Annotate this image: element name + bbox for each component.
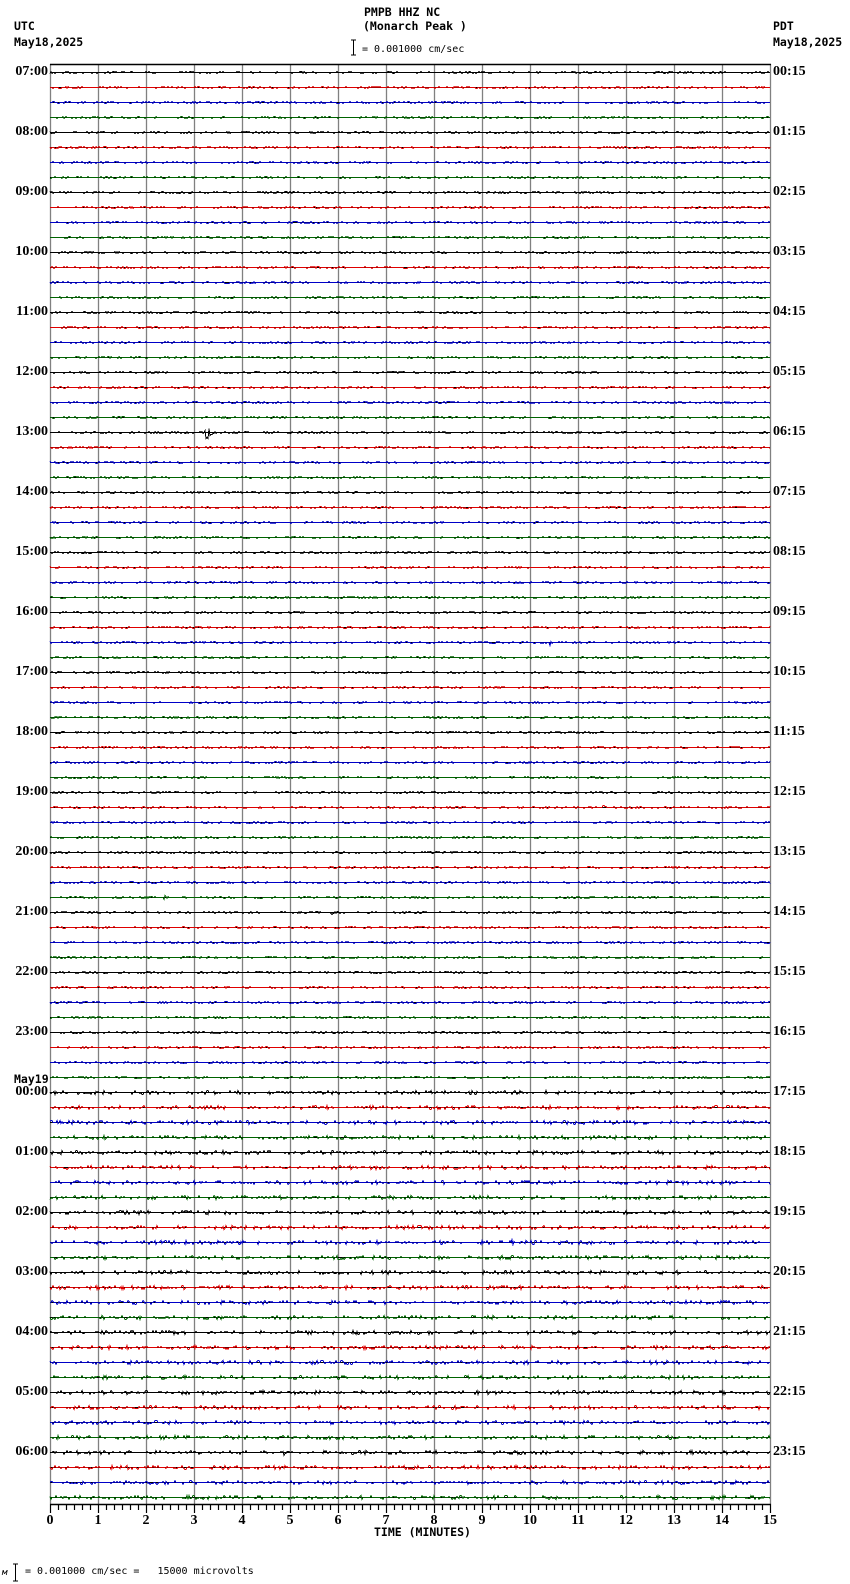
x-tick-label: 10 — [523, 1513, 537, 1528]
trace-row — [50, 147, 770, 149]
pdt-hour-label: 01:15 — [773, 124, 806, 139]
left-date: May18,2025 — [14, 35, 84, 49]
pdt-hour-label: 13:15 — [773, 844, 806, 859]
utc-hour-label: 12:00 — [15, 364, 48, 379]
utc-hour-label: 03:00 — [15, 1264, 48, 1279]
utc-hour-label: 01:00 — [15, 1144, 48, 1159]
x-tick-label: 2 — [142, 1513, 150, 1528]
trace-row — [50, 1211, 770, 1215]
pdt-hour-label: 23:15 — [773, 1444, 806, 1459]
trace-row — [50, 1496, 770, 1500]
footer-scale-text: = 0.001000 cm/sec = 15000 microvolts — [25, 1566, 254, 1577]
trace-row — [50, 1181, 770, 1185]
x-tick-label: 8 — [430, 1513, 438, 1528]
utc-hour-label: 08:00 — [15, 124, 48, 139]
trace-row — [50, 1196, 770, 1200]
utc-hour-label: 05:00 — [15, 1384, 48, 1399]
x-tick-label: 9 — [478, 1513, 486, 1528]
pdt-hour-label: 02:15 — [773, 184, 806, 199]
trace-row — [50, 429, 770, 439]
pdt-hour-label: 09:15 — [773, 604, 806, 619]
left-timezone: UTC — [14, 19, 35, 33]
x-tick-label: 0 — [46, 1513, 54, 1528]
utc-hour-label: 20:00 — [15, 844, 48, 859]
x-tick-label: 12 — [619, 1513, 633, 1528]
trace-row — [50, 1316, 770, 1320]
footer-mark: м — [2, 1568, 8, 1578]
x-tick-label: 13 — [667, 1513, 681, 1528]
right-timezone: PDT — [773, 19, 794, 33]
x-tick-label: 1 — [94, 1513, 102, 1528]
trace-row — [50, 222, 770, 224]
trace-row — [50, 387, 770, 389]
x-tick-label: 11 — [571, 1513, 585, 1528]
utc-hour-label: 00:00 — [15, 1084, 48, 1099]
trace-row — [50, 1062, 770, 1064]
pdt-hour-label: 08:15 — [773, 544, 806, 559]
seismic-traces — [50, 72, 770, 1500]
utc-hour-label: 09:00 — [15, 184, 48, 199]
trace-row — [50, 1451, 770, 1456]
utc-hour-label: 18:00 — [15, 724, 48, 739]
pdt-hour-label: 22:15 — [773, 1384, 806, 1399]
utc-hour-label: 02:00 — [15, 1204, 48, 1219]
trace-row — [50, 852, 770, 854]
trace-row — [50, 1240, 770, 1245]
trace-row — [50, 837, 770, 839]
utc-hour-label: 07:00 — [15, 64, 48, 79]
trace-row — [50, 477, 770, 479]
trace-row — [50, 702, 770, 704]
trace-row — [50, 867, 770, 869]
x-tick-label: 15 — [763, 1513, 777, 1528]
utc-hour-label: 11:00 — [16, 304, 48, 319]
trace-row — [50, 177, 770, 179]
footer-scale-bar-icon — [11, 1563, 20, 1582]
trace-row — [50, 806, 770, 809]
trace-row — [50, 522, 770, 524]
x-tick-label: 3 — [190, 1513, 198, 1528]
trace-row — [50, 327, 770, 329]
trace-row — [50, 627, 770, 629]
utc-hour-label: 14:00 — [15, 484, 48, 499]
trace-row — [50, 372, 770, 374]
pdt-hour-label: 16:15 — [773, 1024, 806, 1039]
pdt-hour-label: 10:15 — [773, 664, 806, 679]
trace-row — [50, 342, 770, 344]
trace-row — [50, 1151, 770, 1155]
pdt-hour-label: 05:15 — [773, 364, 806, 379]
utc-hour-label: 23:00 — [15, 1024, 48, 1039]
trace-row — [50, 717, 770, 719]
trace-row — [50, 567, 770, 569]
pdt-hour-label: 19:15 — [773, 1204, 806, 1219]
trace-row — [50, 492, 770, 494]
pdt-hour-label: 18:15 — [773, 1144, 806, 1159]
pdt-hour-label: 06:15 — [773, 424, 806, 439]
date-change-label: May19 — [14, 1072, 49, 1086]
utc-hour-label: 15:00 — [15, 544, 48, 559]
trace-row — [50, 582, 770, 584]
utc-hour-label: 06:00 — [15, 1444, 48, 1459]
x-tick-label: 5 — [286, 1513, 294, 1528]
station-subtitle: (Monarch Peak ) — [363, 19, 467, 33]
trace-row — [50, 1166, 770, 1170]
scale-label: = 0.001000 cm/sec — [362, 44, 465, 55]
trace-row — [50, 537, 770, 539]
trace-row — [50, 642, 770, 646]
utc-hour-label: 04:00 — [15, 1324, 48, 1339]
utc-hour-label: 10:00 — [15, 244, 48, 259]
utc-hour-label: 21:00 — [15, 904, 48, 919]
trace-row — [50, 507, 770, 509]
pdt-hour-label: 04:15 — [773, 304, 806, 319]
utc-hour-label: 22:00 — [15, 964, 48, 979]
pdt-hour-label: 12:15 — [773, 784, 806, 799]
pdt-hour-label: 11:15 — [773, 724, 805, 739]
utc-hour-label: 17:00 — [15, 664, 48, 679]
time-axis — [50, 1504, 771, 1513]
x-tick-label: 7 — [382, 1513, 390, 1528]
pdt-hour-label: 15:15 — [773, 964, 806, 979]
x-tick-label: 4 — [238, 1513, 246, 1528]
pdt-hour-label: 14:15 — [773, 904, 806, 919]
right-date: May18,2025 — [773, 35, 843, 49]
utc-hour-label: 19:00 — [15, 784, 48, 799]
trace-row — [50, 162, 770, 164]
pdt-hour-label: 20:15 — [773, 1264, 806, 1279]
pdt-hour-label: 07:15 — [773, 484, 806, 499]
trace-row — [50, 1077, 770, 1079]
pdt-hour-label: 17:15 — [773, 1084, 806, 1099]
trace-row — [50, 762, 770, 764]
station-title: PMPB HHZ NC — [364, 5, 441, 19]
trace-row — [50, 1436, 770, 1440]
utc-hour-label: 16:00 — [15, 604, 48, 619]
x-axis-title: TIME (MINUTES) — [374, 1525, 471, 1539]
pdt-hour-label: 03:15 — [773, 244, 806, 259]
trace-row — [50, 1226, 770, 1230]
trace-row — [50, 657, 770, 659]
trace-row — [50, 942, 770, 944]
x-tick-label: 6 — [334, 1513, 342, 1528]
x-tick-label: 14 — [715, 1513, 729, 1528]
utc-hour-label: 13:00 — [15, 424, 48, 439]
pdt-hour-label: 00:15 — [773, 64, 806, 79]
trace-row — [50, 312, 770, 314]
pdt-hour-label: 21:15 — [773, 1324, 806, 1339]
trace-row — [50, 102, 770, 104]
